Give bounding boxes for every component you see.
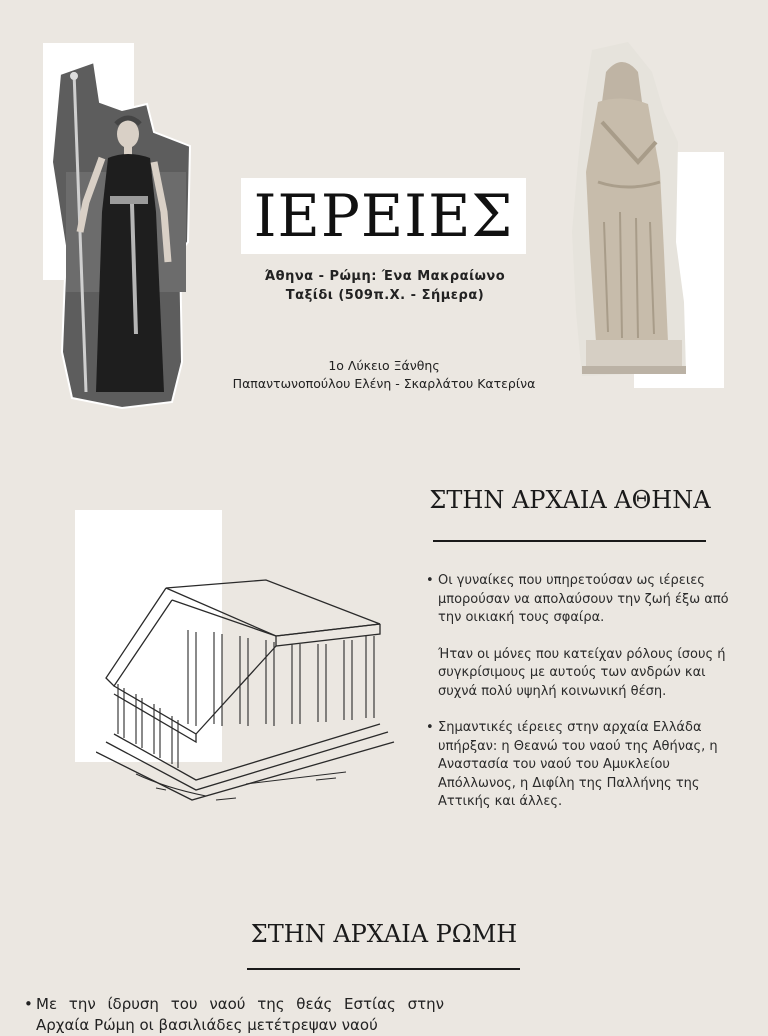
rome-heading: ΣΤΗΝ ΑΡΧΑΙΑ ΡΩΜΗ (250, 920, 518, 948)
athens-bullets (424, 572, 734, 830)
school-name: 1ο Λύκειο Ξάνθης (328, 358, 440, 373)
athens-heading: ΣΤΗΝ ΑΡΧΑΙΑ ΑΘΗΝΑ (429, 486, 711, 514)
athens-bullet-3: • Σημαντικές ιέρειες στην αρχαία Ελλάδα υπήρξαν: η Θεανώ του ναού της Αθήνας, η Αναστασία του ναού του Αμυκλείου Απόλλωνος, η Διφίλη της Παλλήνης της Αττικής και άλλες. (424, 719, 734, 812)
athens-bullet-2: Ήταν οι μόνες που κατείχαν ρόλους ίσους ή συγκρίσιμους με αυτούς των ανδρών και συχνά πολύ υψηλή κοινωνική θέση. (438, 646, 726, 699)
page-title: ΙΕΡΕΙΕΣ (253, 182, 514, 250)
athens-heading-rule (433, 540, 706, 542)
subtitle (240, 267, 530, 305)
school-info (200, 357, 568, 393)
statue-image (568, 42, 688, 382)
parthenon-sketch-image (96, 574, 396, 806)
athens-bullet-1: • Οι γυναίκες που υπηρετούσαν ως ιέρειες μπορούσαν να απολαύσουν την ζωή έξω από την οικιακή τους σφαίρα. (424, 572, 734, 628)
authors: Παπαντωνοπούλου Ελένη - Σκαρλάτου Κατερίνα (232, 376, 536, 391)
subtitle-line-2: Ταξίδι (509π.Χ. - Σήμερα) (285, 288, 485, 303)
rome-heading-rule (247, 968, 520, 970)
subtitle-line-1: Άθηνα - Ρώμη: Ένα Μακραίωνο (264, 269, 506, 284)
priestess-painting-image (52, 62, 192, 410)
rome-bullet-1: • Με την ίδρυση του ναού της θεάς Εστίας στην Αρχαία Ρώμη οι βασιλιάδες μετέτρεψαν ναού (22, 994, 444, 1036)
rome-bullets (22, 994, 444, 1036)
page-title-box (241, 178, 526, 254)
